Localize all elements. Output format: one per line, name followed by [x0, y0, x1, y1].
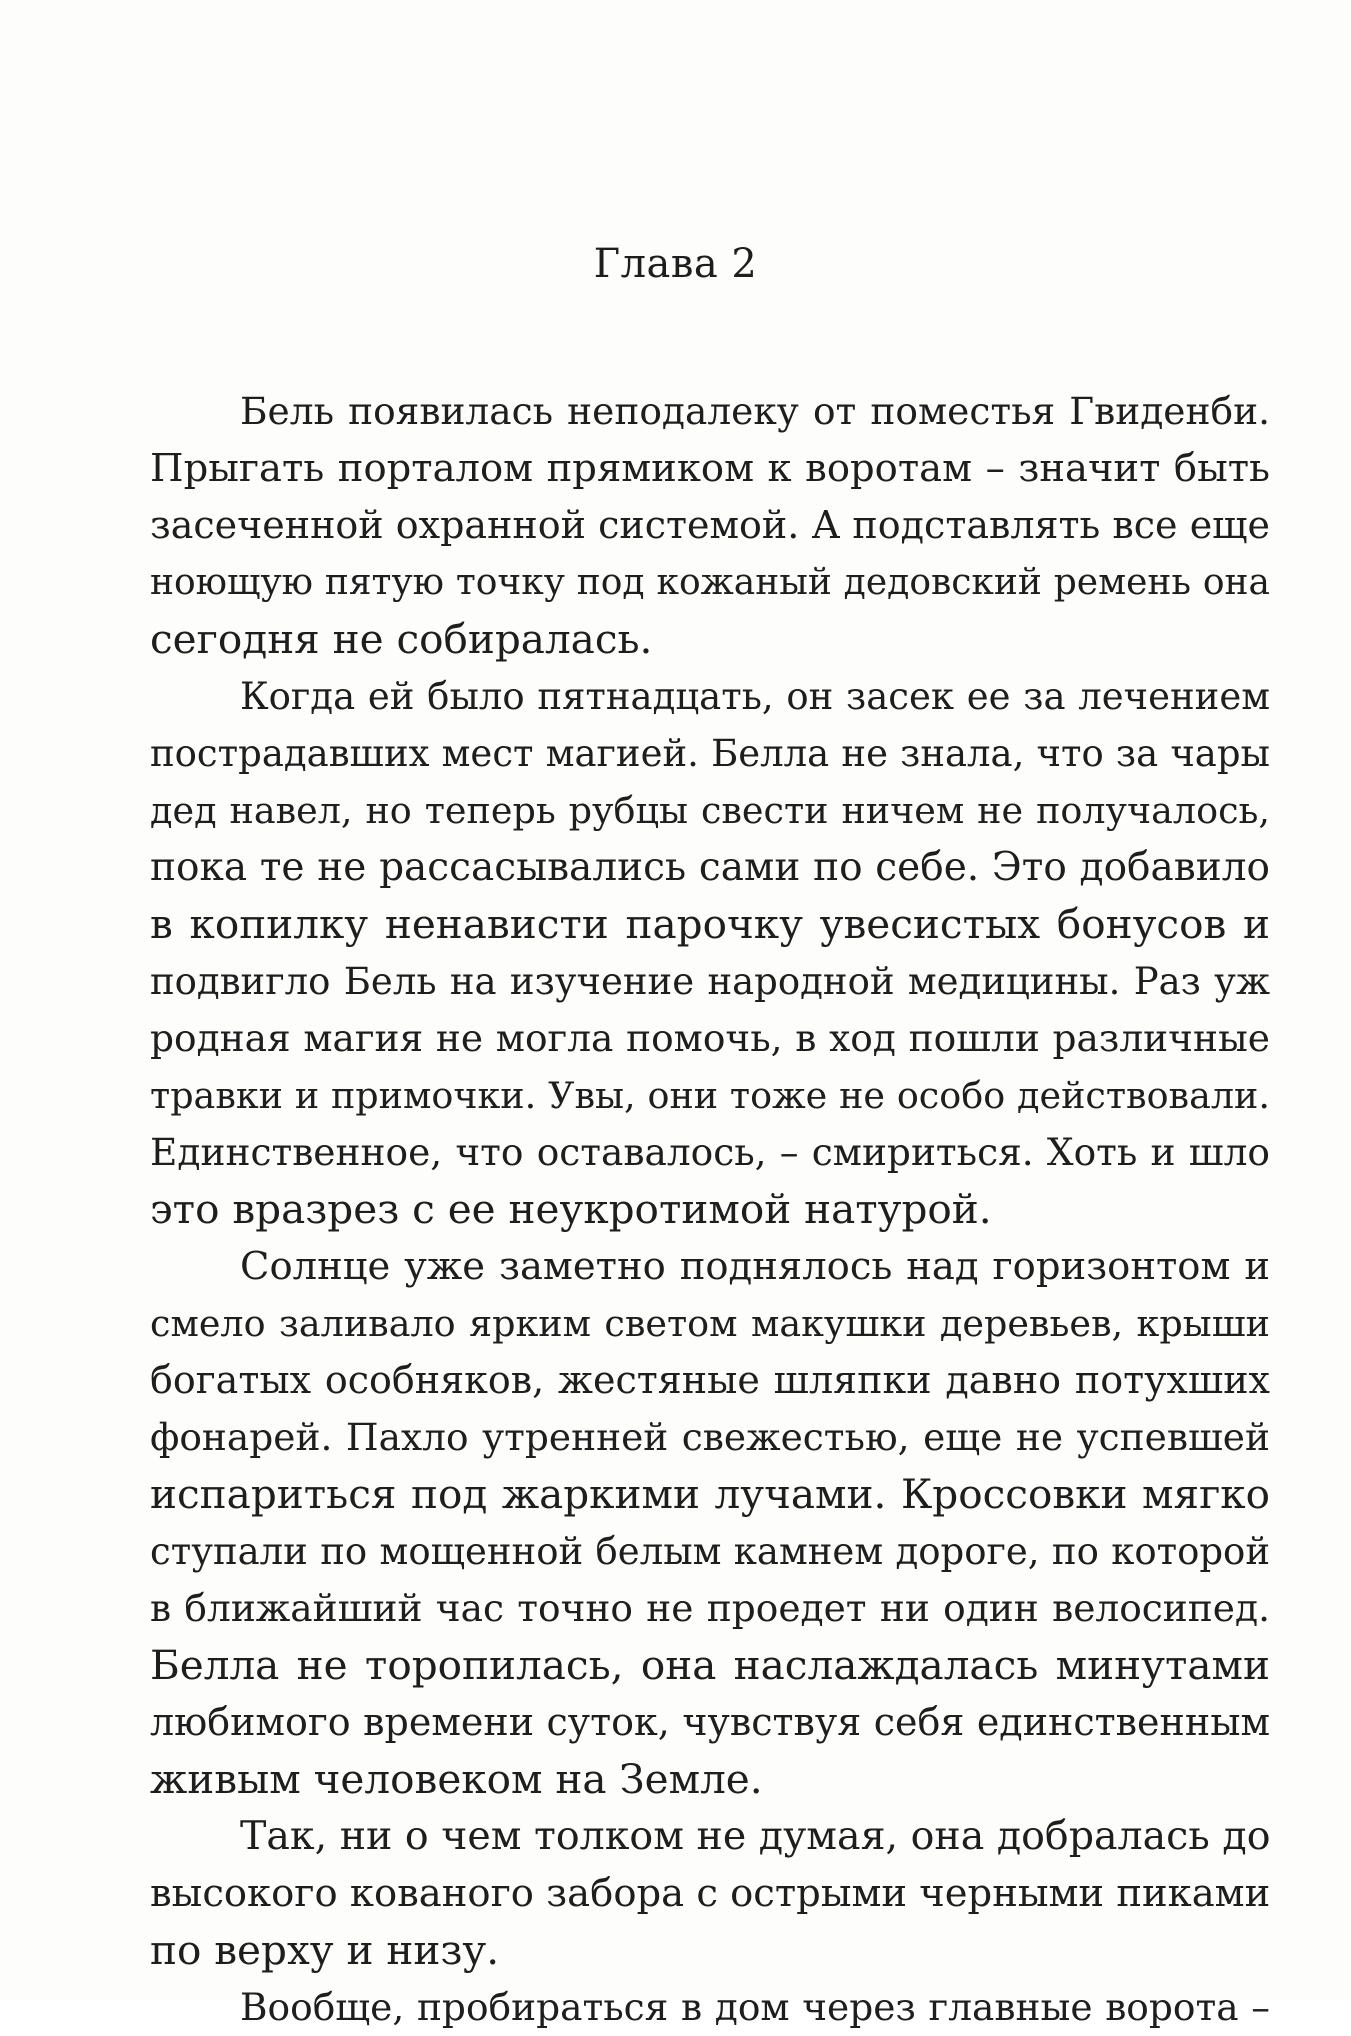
text-line: испариться под жаркими лучами. Кроссовки мягко — [150, 1470, 1270, 1518]
text-line: по верху и низу. — [150, 1926, 500, 1974]
text-line: подвигло Бель на изучение народной медицины. Раз уж — [150, 960, 1270, 1003]
chapter-body — [150, 383, 1270, 2036]
text-line: Вообще, пробираться в дом через главные ворота – — [240, 1985, 1270, 2029]
paragraph — [150, 383, 1270, 668]
paragraph — [150, 1979, 1270, 2036]
text-line: это вразрез с ее неукротимой натурой. — [150, 1185, 992, 1233]
text-line: Единственное, что оставалось, – смириться. Хоть и шло — [150, 1130, 1270, 1174]
text-line: Прыгать порталом прямиком к воротам – значит быть — [150, 446, 1270, 491]
text-line: Когда ей было пятнадцать, он засек ее за лечением — [240, 675, 1270, 718]
text-line: дед навел, но теперь рубцы свести ничем не получалось, — [150, 789, 1270, 832]
text-line: травки и примочки. Увы, они тоже не особо действовали. — [150, 1074, 1270, 1117]
paragraph — [150, 668, 1270, 1238]
text-line: пострадавших мест магией. Белла не знала, что за чары — [150, 732, 1270, 775]
text-line: богатых особняков, жестяные шляпки давно потухших — [150, 1358, 1270, 1402]
paragraph — [150, 1808, 1270, 1979]
text-line: родная магия не могла помочь, в ход пошли различные — [150, 1016, 1270, 1060]
text-line: ноющую пятую точку под кожаный дедовский ремень она — [150, 562, 1270, 603]
paragraph — [150, 1238, 1270, 1808]
chapter-title: Глава 2 — [593, 241, 758, 287]
text-line: смело заливало ярким светом макушки деревьев, крыши — [150, 1302, 1270, 1345]
text-line: засеченной охранной системой. А подставлять все еще — [150, 503, 1270, 547]
text-line: сегодня не собиралась. — [150, 615, 653, 663]
text-line: в ближайший час точно не проедет ни один велосипед. — [150, 1586, 1270, 1630]
text-line: Бель появилась неподалеку от поместья Гвиденби. — [240, 389, 1270, 433]
text-line: фонарей. Пахло утренней свежестью, еще не успевшей — [150, 1415, 1270, 1459]
text-line: Солнце уже заметно поднялось над горизонтом и — [240, 1244, 1270, 1289]
text-line: высокого кованого забора с острыми черными пиками — [150, 1871, 1271, 1916]
text-line: живым человеком на Земле. — [150, 1755, 763, 1803]
text-line: Белла не торопилась, она наслаждалась минутами — [150, 1641, 1270, 1689]
text-line: ступали по мощенной белым камнем дороге, по которой — [150, 1530, 1270, 1573]
text-line: пока те не рассасывались сами по себе. Это добавило — [150, 845, 1270, 890]
text-line: Так, ни о чем толком не думая, она добралась до — [240, 1813, 1271, 1859]
text-line: любимого времени суток, чувствуя себя единственным — [150, 1700, 1270, 1744]
text-line: в копилку ненависти парочку увесистых бонусов и — [150, 900, 1270, 948]
